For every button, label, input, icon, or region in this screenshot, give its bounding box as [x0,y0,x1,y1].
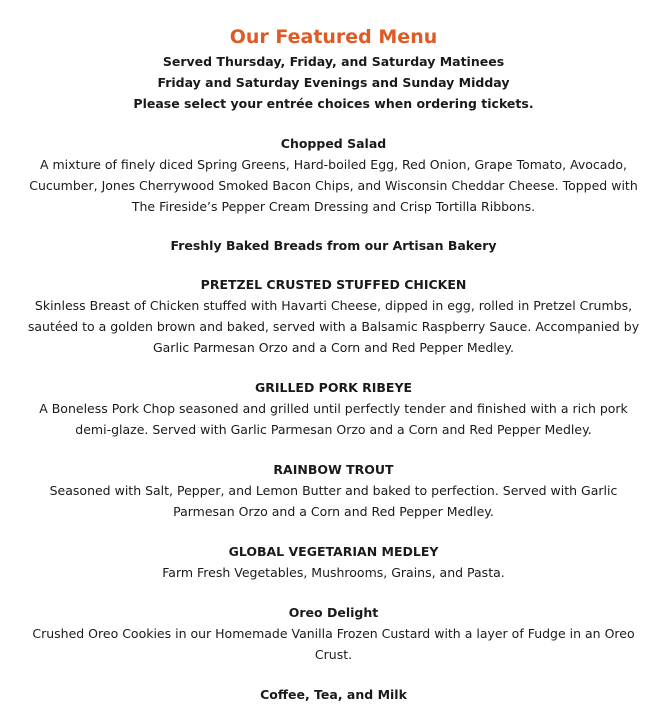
menu-item-description: Crust. [314,647,353,662]
menu-item-rainbow-trout [22,459,645,522]
menu-item-title: GRILLED PORK RIBEYE [254,380,413,395]
menu-item-oreo-delight [22,602,645,665]
menu-item-breads [22,235,645,256]
menu-item-description: A Boneless Pork Chop seasoned and grilled until perfectly tender and finished with a rich pork [39,401,628,416]
ordering-note: Please select your entrée choices when ordering tickets. [133,96,534,111]
menu-item-title: PRETZEL CRUSTED STUFFED CHICKEN [200,277,467,292]
menu-item-title: Coffee, Tea, and Milk [260,687,407,702]
menu-item-title: GLOBAL VEGETARIAN MEDLEY [228,544,439,559]
menu-item-description: A mixture of finely diced Spring Greens, Hard-boiled Egg, Red Onion, Grape Tomato, Avocado, [39,157,628,172]
menu-item-description: Farm Fresh Vegetables, Mushrooms, Grains, and Pasta. [162,565,505,580]
menu-item-description: The Fireside’s Pepper Cream Dressing and Crisp Tortilla Ribbons. [131,199,536,214]
menu-item-description: demi-glaze. Served with Garlic Parmesan Orzo and a Corn and Red Pepper Medley. [75,422,592,437]
menu-item-title: Freshly Baked Breads from our Artisan Bakery [170,238,497,253]
menu-item-vegetarian-medley [22,541,645,583]
menu-item-description: Garlic Parmesan Orzo and a Corn and Red Pepper Medley. [152,340,515,355]
menu-item-description: Parmesan Orzo and a Corn and Red Pepper Medley. [173,504,494,519]
menu-item-description: Crushed Oreo Cookies in our Homemade Vanilla Frozen Custard with a layer of Fudge in an Oreo [32,626,635,641]
menu-item-title: Oreo Delight [288,605,379,620]
menu-item-beverages [22,684,645,705]
page-title: Our Featured Menu [229,26,438,48]
schedule-line: Served Thursday, Friday, and Saturday Matinees [162,54,505,69]
menu-item-pretzel-chicken [22,274,645,358]
menu-item-title: Chopped Salad [280,136,387,151]
menu-item-title: RAINBOW TROUT [273,462,394,477]
menu-item-pork-ribeye [22,377,645,440]
schedule-line: Friday and Saturday Evenings and Sunday Midday [157,75,510,90]
menu-item-description: sautéed to a golden brown and baked, served with a Balsamic Raspberry Sauce. Accompanied by [27,319,640,334]
menu-item-description: Cucumber, Jones Cherrywood Smoked Bacon Chips, and Wisconsin Cheddar Cheese. Topped with [29,178,638,193]
menu-item-description: Seasoned with Salt, Pepper, and Lemon Butter and baked to perfection. Served with Garlic [49,483,618,498]
menu-item-chopped-salad [22,133,645,217]
menu-item-description: Skinless Breast of Chicken stuffed with Havarti Cheese, dipped in egg, rolled in Pretzel Crumbs, [34,298,633,313]
